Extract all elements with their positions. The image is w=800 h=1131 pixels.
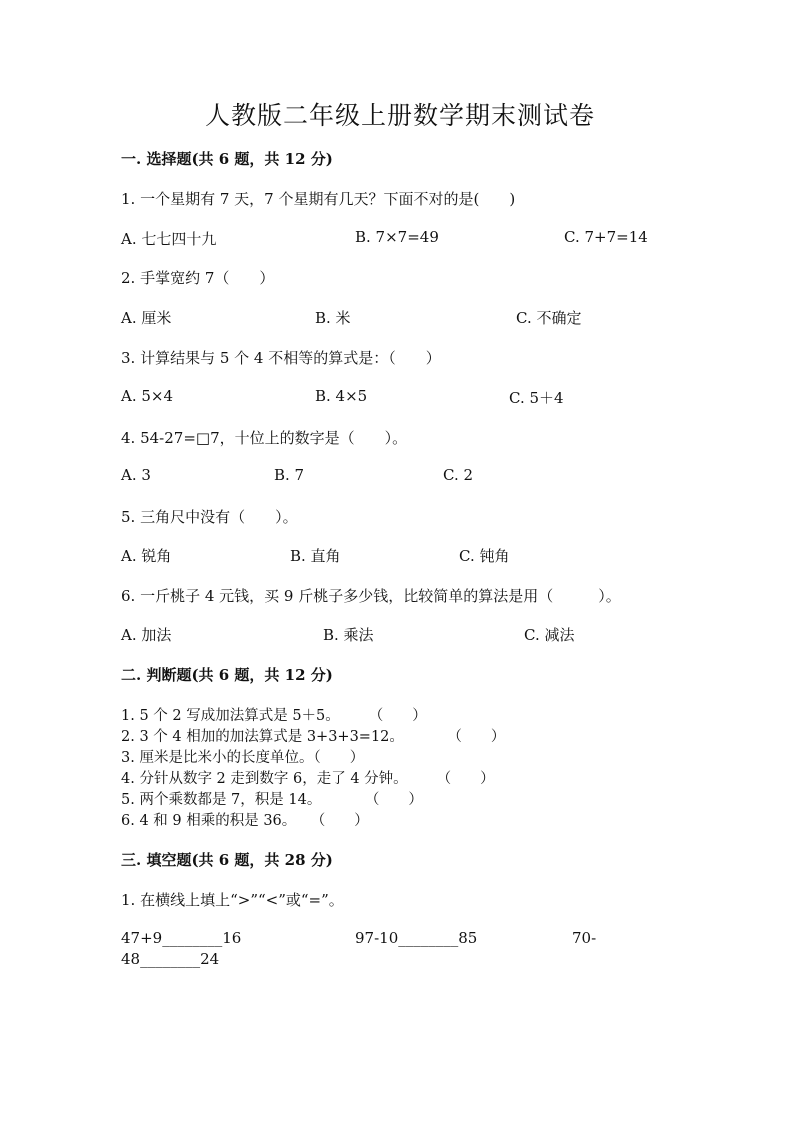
choice-question-4: 4. 54-27=□7，十位上的数字是（ ）。 (121, 429, 408, 447)
choice-3-option-c: C. 5＋4 (509, 389, 564, 407)
section-choice-heading: 一. 选择题(共 6 题，共 12 分) (121, 150, 333, 168)
choice-1-option-a: A. 七七四十九 (121, 230, 217, 248)
fill-expression-2: 97-10________85 (355, 929, 478, 947)
choice-3-option-b: B. 4×5 (315, 387, 368, 405)
choice-6-option-a: A. 加法 (121, 626, 172, 644)
choice-question-3: 3. 计算结果与 5 个 4 不相等的算式是：（ ） (121, 349, 441, 367)
judge-item-6: 6. 4 和 9 相乘的积是 36。 （ ） (121, 813, 369, 829)
fill-expression-1: 47+9________16 (121, 929, 242, 947)
judge-item-3: 3. 厘米是比米小的长度单位。（ ） (121, 750, 365, 766)
choice-4-option-a: A. 3 (121, 466, 151, 484)
choice-2-option-c: C. 不确定 (516, 309, 582, 327)
page-title: 人教版二年级上册数学期末测试卷 (204, 101, 595, 130)
judge-item-5: 5. 两个乘数都是 7，积是 14。 （ ） (121, 792, 423, 808)
choice-4-option-c: C. 2 (443, 466, 474, 484)
judge-item-4: 4. 分针从数字 2 走到数字 6，走了 4 分钟。 （ ） (121, 771, 495, 787)
choice-question-1: 1. 一个星期有 7 天，7 个星期有几天？下面不对的是( ) (121, 190, 516, 208)
choice-5-option-a: A. 锐角 (121, 547, 172, 565)
choice-4-option-b: B. 7 (274, 466, 305, 484)
judge-item-1: 1. 5 个 2 写成加法算式是 5＋5。 （ ） (121, 708, 427, 724)
fill-question-1: 1. 在横线上填上“>”“<”或“=”。 (121, 891, 344, 909)
fill-expression-3-start: 70- (572, 929, 597, 947)
choice-2-option-a: A. 厘米 (121, 309, 172, 327)
choice-6-option-b: B. 乘法 (323, 626, 374, 644)
choice-2-option-b: B. 米 (315, 309, 351, 327)
choice-5-option-b: B. 直角 (290, 547, 341, 565)
choice-6-option-c: C. 减法 (524, 626, 575, 644)
choice-question-2: 2. 手掌宽约 7（ ） (121, 269, 275, 287)
choice-question-5: 5. 三角尺中没有（ ）。 (121, 508, 298, 526)
section-fill-heading: 三. 填空题(共 6 题，共 28 分) (121, 851, 333, 869)
choice-1-option-b: B. 7×7=49 (355, 228, 439, 246)
choice-question-6: 6. 一斤桃子 4 元钱，买 9 斤桃子多少钱，比较简单的算法是用（ ）。 (121, 587, 621, 605)
judge-item-2: 2. 3 个 4 相加的加法算式是 3+3+3=12。 （ ） (121, 729, 506, 745)
choice-1-option-c: C. 7+7=14 (564, 228, 648, 246)
fill-expression-3-end: 48________24 (121, 950, 220, 968)
section-judge-heading: 二. 判断题(共 6 题，共 12 分) (121, 666, 333, 684)
choice-5-option-c: C. 钝角 (459, 547, 510, 565)
choice-3-option-a: A. 5×4 (121, 387, 174, 405)
